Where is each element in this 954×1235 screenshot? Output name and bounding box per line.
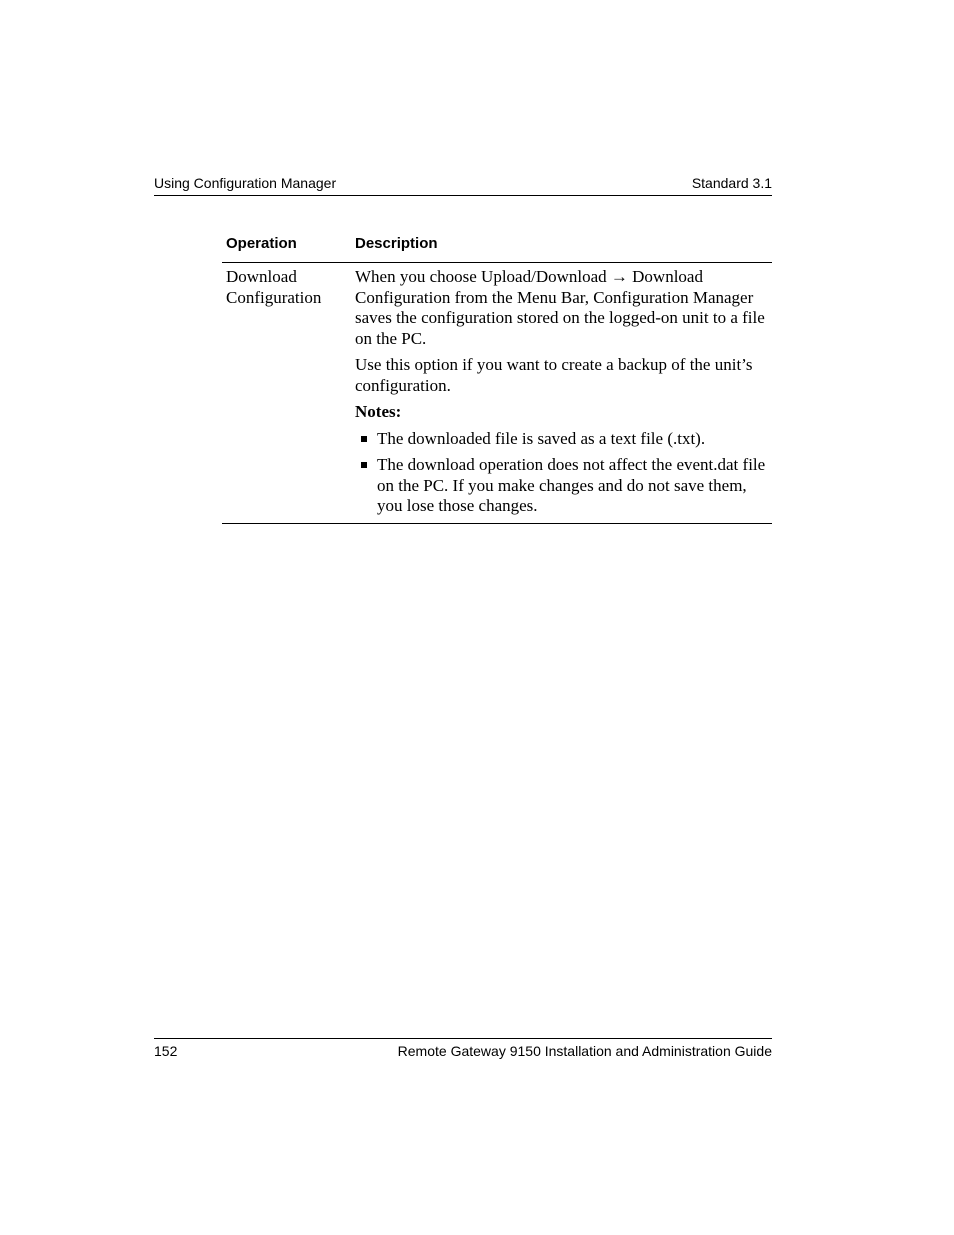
operations-table [222,233,772,524]
notes-list [355,429,770,517]
square-bullet-icon [361,436,367,442]
operation-cell: Download Configuration [226,267,322,307]
list-item [355,429,770,450]
header-version: Standard 3.1 [691,175,772,191]
description-cell [355,267,770,523]
description-paragraph: Use this option if you want to create a backup of the unit’s configuration. [355,355,753,395]
column-header-description: Description [355,235,438,252]
table-header-row [222,233,772,263]
table-row [222,263,772,524]
running-footer [154,1038,772,1061]
notes-label: Notes: [355,402,402,421]
note-text: The download operation does not affect the event.dat file on the PC. If you make changes and do not save them, you lose those changes. [377,455,766,515]
header-chapter-title: Using Configuration Manager [154,175,337,191]
column-header-operation: Operation [226,235,297,252]
description-paragraph: When you choose Upload/Download → Download Configuration from the Menu Bar, Configuration Manager saves the configuration stored on the logged-on unit to a file on the PC. [355,267,765,348]
list-item [355,455,770,517]
note-text: The downloaded file is saved as a text file (.txt). [377,428,706,448]
footer-document-title: Remote Gateway 9150 Installation and Administration Guide [397,1043,772,1059]
square-bullet-icon [361,462,367,468]
page-number: 152 [154,1043,178,1059]
running-header [154,175,772,196]
